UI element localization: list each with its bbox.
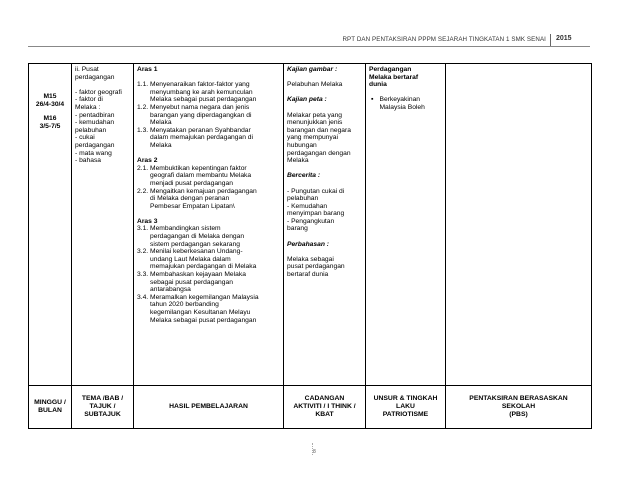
unsur-title: Melaka bertaraf bbox=[369, 73, 419, 81]
item-number: 2.2. bbox=[137, 187, 149, 195]
item-line: Melaka bbox=[150, 141, 172, 149]
header-text: MINGGU / bbox=[34, 399, 66, 406]
item-line: Melaka sebagai pusat perdagangan bbox=[150, 96, 257, 104]
item-line: menyumbang ke arah kemunculan bbox=[150, 88, 253, 96]
item-line: undang Laut Melaka dalam bbox=[150, 255, 231, 263]
item-number: 1.2. bbox=[137, 103, 149, 111]
activity-line: - Pungutan cukai di bbox=[287, 187, 345, 195]
item-line: menjadi pusat perdagangan bbox=[150, 179, 233, 187]
header-text: LAKU bbox=[396, 403, 415, 410]
header-text: TEMA /BAB / bbox=[81, 395, 124, 402]
hasil-cell bbox=[134, 64, 284, 386]
item-line: geografi dalam membantu Melaka bbox=[150, 172, 252, 180]
bullet-text: Malaysia Boleh bbox=[379, 103, 425, 111]
activity-line: Pelabuhan Melaka bbox=[287, 81, 343, 89]
tema-line: - faktor di bbox=[75, 96, 103, 104]
activity-line: hubungan bbox=[287, 141, 317, 149]
item-line: sistem perdagangan sekarang bbox=[150, 240, 240, 248]
header-text: HASIL PEMBELAJARAN bbox=[169, 403, 248, 410]
activity-line: - Kemudahan bbox=[287, 202, 328, 210]
aras-label: Aras 1 bbox=[137, 66, 158, 73]
activity-line: barang bbox=[287, 225, 308, 233]
item-number: 1.3. bbox=[137, 126, 149, 134]
header-text: BULAN bbox=[38, 407, 62, 414]
item-line: Mengaitkan kemajuan perdagangan bbox=[150, 187, 257, 195]
header-text: SEKOLAH bbox=[501, 403, 536, 410]
item-number: 3.2. bbox=[137, 248, 149, 256]
bullet-text: Berkeyakinan bbox=[379, 96, 421, 104]
item-line: tahun 2020 berbanding bbox=[150, 301, 219, 309]
table-header-row bbox=[29, 386, 592, 429]
activity-label: Kajian peta : bbox=[287, 96, 327, 104]
tema-line: ii. Pusat bbox=[75, 66, 99, 73]
item-line: barangan yang diperdagangkan di bbox=[150, 111, 252, 119]
header-separator bbox=[550, 34, 551, 46]
tema-line: - faktor geografi bbox=[75, 88, 122, 96]
header-text: PENTAKSIRAN BERASASKAN bbox=[469, 395, 568, 402]
tema-line: - kemudahan bbox=[75, 119, 115, 127]
unsur-bullet bbox=[369, 96, 442, 111]
week-dates: 3/5-7/5 bbox=[39, 122, 61, 130]
item-number: 3.4. bbox=[137, 293, 149, 301]
aras-label: Aras 2 bbox=[137, 157, 158, 165]
item-line: Pembesar Empatan Lipatan\ bbox=[150, 202, 235, 210]
item-number: 1.1. bbox=[137, 81, 149, 89]
header-text: PATRIOTISME bbox=[382, 411, 429, 418]
item-line: antarabangsa bbox=[150, 286, 191, 294]
activity-line: menunjukkan jenis bbox=[287, 119, 343, 127]
activity-line: Melaka bbox=[287, 157, 309, 165]
activity-line: Melakar peta yang bbox=[287, 111, 343, 119]
item-number: 3.1. bbox=[137, 225, 149, 233]
activity-line: perdagangan dengan bbox=[287, 149, 351, 157]
unsur-title: Perdagangan bbox=[369, 66, 412, 73]
item-line: Melaka sebagai pusat perdagangan bbox=[150, 316, 257, 324]
item-line: kegemilangan Kesultanan Melayu bbox=[150, 309, 251, 316]
activity-line: pusat perdagangan bbox=[287, 263, 345, 271]
week-cell bbox=[29, 64, 72, 386]
tema-line: perdagangan bbox=[75, 73, 115, 81]
bullet-icon: ▪ bbox=[371, 96, 374, 104]
item-line: Menilai keberkesanan Undang- bbox=[150, 248, 243, 256]
tema-line: - mata wang bbox=[75, 149, 112, 157]
tema-line: - bahasa bbox=[75, 157, 102, 165]
header-text: (PBS) bbox=[509, 411, 528, 418]
page-number: 8 bbox=[313, 449, 316, 455]
header-minggu bbox=[29, 386, 72, 429]
item-line: Membuktikan kepentingan faktor bbox=[150, 164, 247, 172]
activity-line: menyimpan barang bbox=[287, 210, 345, 218]
tema-cell bbox=[72, 64, 134, 386]
activity-label: Bercerita : bbox=[287, 172, 321, 180]
header-text: KBAT bbox=[315, 411, 334, 418]
item-line: Menyebut nama negara dan jenis bbox=[150, 103, 250, 111]
tema-line: - pentadbiran bbox=[75, 111, 115, 119]
header-text: TAJUK / bbox=[89, 403, 116, 410]
header-tema bbox=[72, 386, 134, 429]
header-unsur bbox=[366, 386, 446, 429]
unsur-cell bbox=[366, 64, 446, 386]
header-text: UNSUR & TINGKAH bbox=[373, 395, 438, 402]
item-line: dalam memajukan perdagangan di bbox=[150, 134, 253, 142]
item-line: Menyenaraikan faktor-faktor yang bbox=[150, 81, 250, 89]
table-row bbox=[29, 64, 592, 386]
header-text: CADANGAN bbox=[304, 395, 345, 402]
unsur-title: dunia bbox=[369, 81, 387, 89]
page-header bbox=[0, 36, 638, 50]
activity-line: - Pengangkutan bbox=[287, 217, 335, 225]
item-line: perdagangan di Melaka dengan bbox=[150, 233, 245, 241]
item-number: 2.1. bbox=[137, 164, 149, 172]
item-line: Membahaskan kejayaan Melaka bbox=[150, 271, 246, 279]
header-cadangan bbox=[284, 386, 366, 429]
rpt-table bbox=[28, 63, 592, 429]
item-line: sebagai pusat perdagangan bbox=[150, 278, 233, 286]
header-hasil bbox=[134, 386, 284, 429]
week-dates: 26/4-30/4 bbox=[35, 100, 65, 108]
header-rule bbox=[28, 46, 590, 47]
item-line: Membandingkan sistem bbox=[150, 225, 221, 233]
cadangan-cell bbox=[284, 64, 366, 386]
item-line: di Melaka dengan peranan bbox=[150, 195, 230, 203]
header-text: AKTIVITI / I THINK / bbox=[293, 403, 356, 410]
item-line: Menyatakan peranan Syahbandar bbox=[150, 126, 251, 134]
activity-label: Kajian gambar : bbox=[287, 66, 338, 73]
activity-line: barangan dan negara bbox=[287, 126, 351, 134]
tema-line: - cukai bbox=[75, 134, 95, 142]
activity-line: bertaraf dunia bbox=[287, 271, 329, 279]
pbs-cell bbox=[446, 64, 592, 386]
document-year: 2015 bbox=[556, 35, 572, 42]
document-title: RPT DAN PENTAKSIRAN PPPM SEJARAH TINGKATAN 1 SMK SENAI bbox=[342, 36, 546, 43]
item-line: Meramalkan kegemilangan Malaysia bbox=[150, 293, 259, 301]
item-line: Melaka bbox=[150, 119, 172, 127]
tema-line: perdagangan bbox=[75, 141, 115, 149]
aras-label: Aras 3 bbox=[137, 217, 158, 225]
activity-line: Melaka sebagai bbox=[287, 255, 334, 263]
item-number: 3.3. bbox=[137, 271, 149, 279]
week-number: M16 bbox=[43, 115, 57, 123]
tema-line: pelabuhan bbox=[75, 126, 107, 134]
week-number: M15 bbox=[43, 93, 57, 100]
activity-label: Perbahasan : bbox=[287, 240, 329, 248]
header-text: SUBTAJUK bbox=[84, 411, 121, 418]
header-pbs bbox=[446, 386, 592, 429]
activity-line: yang mempunyai bbox=[287, 134, 338, 142]
activity-line: pelabuhan bbox=[287, 195, 319, 203]
item-line: memajukan perdagangan di Melaka bbox=[150, 263, 257, 271]
tema-line: Melaka : bbox=[75, 103, 101, 111]
